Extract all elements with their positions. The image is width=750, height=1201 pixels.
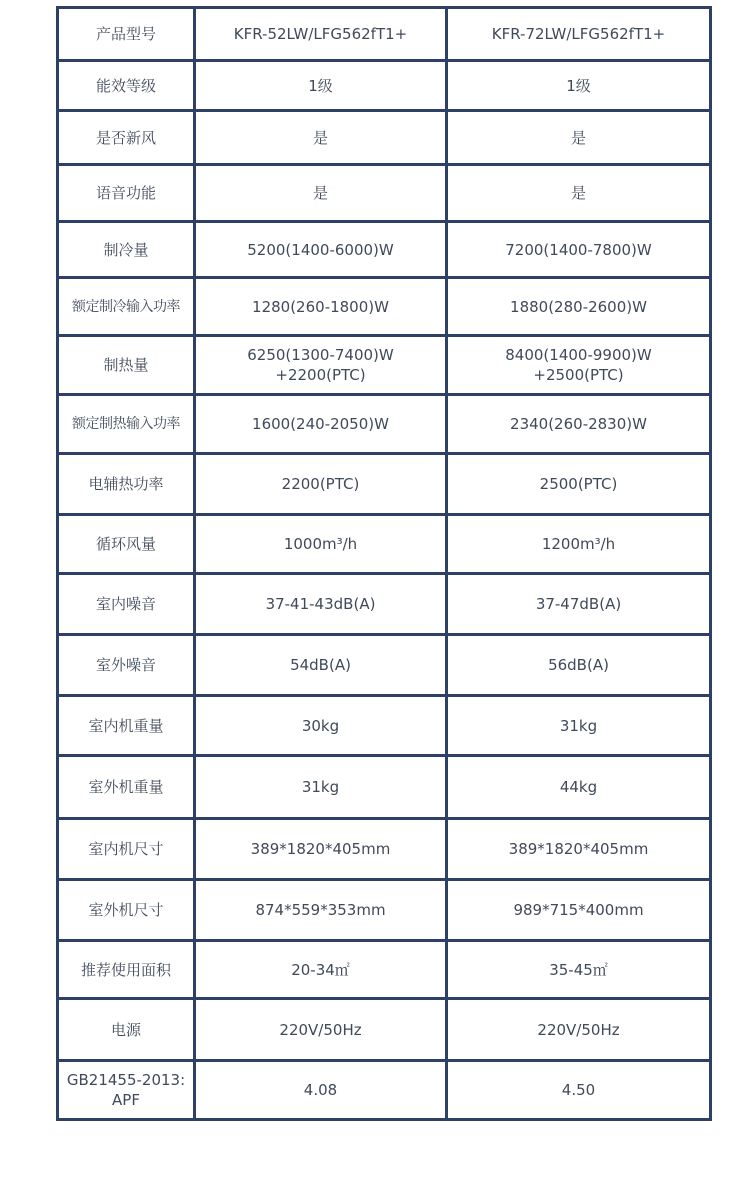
row-value-b: 220V/50Hz xyxy=(447,999,711,1061)
row-label: 语音功能 xyxy=(58,165,195,222)
row-value-b: 4.50 xyxy=(447,1061,711,1120)
table-row xyxy=(58,1061,711,1120)
row-label: 电源 xyxy=(58,999,195,1061)
row-label: GB21455-2013: APF xyxy=(58,1061,195,1120)
table-row xyxy=(58,756,711,819)
row-label: 推荐使用面积 xyxy=(58,941,195,999)
row-value-a: 是 xyxy=(195,165,447,222)
row-label: 制热量 xyxy=(58,336,195,395)
row-label: 室外噪音 xyxy=(58,635,195,696)
row-value-b: 7200(1400-7800)W xyxy=(447,222,711,278)
header-model-b: KFR-72LW/LFG562fT1+ xyxy=(447,8,711,61)
row-value-b: 1200m³/h xyxy=(447,515,711,574)
table-row xyxy=(58,222,711,278)
table-row xyxy=(58,999,711,1061)
row-value-a: 1级 xyxy=(195,61,447,111)
table-row xyxy=(58,515,711,574)
row-label: 能效等级 xyxy=(58,61,195,111)
row-value-a: 30kg xyxy=(195,696,447,756)
table-row xyxy=(58,61,711,111)
table-row xyxy=(58,696,711,756)
row-value-b: 2340(260-2830)W xyxy=(447,395,711,454)
row-value-a: 874*559*353mm xyxy=(195,880,447,941)
row-value-a: 220V/50Hz xyxy=(195,999,447,1061)
row-label: 室外机尺寸 xyxy=(58,880,195,941)
row-value-b: 1880(280-2600)W xyxy=(447,278,711,336)
row-label: 室外机重量 xyxy=(58,756,195,819)
row-label: 室内噪音 xyxy=(58,574,195,635)
row-value-a: 20-34㎡ xyxy=(195,941,447,999)
row-value-b: 56dB(A) xyxy=(447,635,711,696)
header-model-a: KFR-52LW/LFG562fT1+ xyxy=(195,8,447,61)
row-value-b: 389*1820*405mm xyxy=(447,819,711,880)
row-label: 额定制冷输入功率 xyxy=(58,278,195,336)
table-row xyxy=(58,819,711,880)
row-value-b: 是 xyxy=(447,165,711,222)
row-value-a: 1600(240-2050)W xyxy=(195,395,447,454)
table-row xyxy=(58,111,711,165)
row-label: 循环风量 xyxy=(58,515,195,574)
row-value-b: 2500(PTC) xyxy=(447,454,711,515)
row-label: 室内机重量 xyxy=(58,696,195,756)
table-row xyxy=(58,635,711,696)
table-header-row xyxy=(58,8,711,61)
row-value-a: 37-41-43dB(A) xyxy=(195,574,447,635)
row-value-a: 4.08 xyxy=(195,1061,447,1120)
header-label: 产品型号 xyxy=(58,8,195,61)
row-value-a: 是 xyxy=(195,111,447,165)
table-row xyxy=(58,574,711,635)
table-row xyxy=(58,941,711,999)
table-row xyxy=(58,454,711,515)
row-label: 额定制热输入功率 xyxy=(58,395,195,454)
row-value-a: 1000m³/h xyxy=(195,515,447,574)
row-value-a: 2200(PTC) xyxy=(195,454,447,515)
row-value-a: 54dB(A) xyxy=(195,635,447,696)
table-row xyxy=(58,165,711,222)
row-value-b: 35-45㎡ xyxy=(447,941,711,999)
spec-table xyxy=(56,6,712,1121)
row-label: 制冷量 xyxy=(58,222,195,278)
table-row xyxy=(58,880,711,941)
row-label: 室内机尺寸 xyxy=(58,819,195,880)
row-value-a: 1280(260-1800)W xyxy=(195,278,447,336)
row-value-b: 31kg xyxy=(447,696,711,756)
row-value-a: 5200(1400-6000)W xyxy=(195,222,447,278)
row-value-b: 989*715*400mm xyxy=(447,880,711,941)
row-value-b: 1级 xyxy=(447,61,711,111)
row-value-b: 是 xyxy=(447,111,711,165)
row-label: 是否新风 xyxy=(58,111,195,165)
table-row xyxy=(58,336,711,395)
row-value-b: 44kg xyxy=(447,756,711,819)
table-row xyxy=(58,395,711,454)
row-label: 电辅热功率 xyxy=(58,454,195,515)
row-value-b: 8400(1400-9900)W +2500(PTC) xyxy=(447,336,711,395)
row-value-a: 6250(1300-7400)W +2200(PTC) xyxy=(195,336,447,395)
row-value-b: 37-47dB(A) xyxy=(447,574,711,635)
row-value-a: 31kg xyxy=(195,756,447,819)
row-value-a: 389*1820*405mm xyxy=(195,819,447,880)
table-row xyxy=(58,278,711,336)
